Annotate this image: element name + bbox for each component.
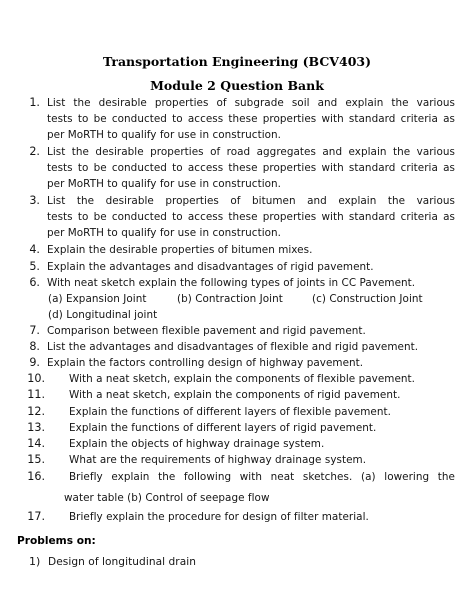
- question-text: With a neat sketch, explain the components of rigid pavement.: [69, 389, 401, 401]
- question-text: Explain the desirable properties of bitumen mixes.: [47, 244, 313, 256]
- question-number: 5.: [29, 260, 40, 273]
- question-text: Explain the objects of highway drainage system.: [69, 438, 325, 450]
- sub-item: (a) Expansion Joint: [48, 293, 147, 305]
- question-text: Comparison between flexible pavement and rigid pavement.: [47, 325, 366, 337]
- problem-text: Design of longitudinal drain: [48, 556, 197, 568]
- question-text: Explain the advantages and disadvantages of rigid pavement.: [47, 261, 374, 273]
- question-number: 4.: [29, 243, 40, 256]
- question-number: 15.: [27, 453, 45, 466]
- document-subtitle: Module 2 Question Bank: [150, 78, 324, 93]
- question-text: tests to be conducted to access these properties with standard criteria as: [47, 211, 455, 223]
- question-text: per MoRTH to qualify for use in construction.: [47, 178, 282, 190]
- question-number: 6.: [29, 276, 40, 289]
- question-number: 11.: [27, 388, 45, 401]
- problem-number: 1): [29, 555, 41, 568]
- question-text: List the desirable properties of subgrade soil and explain the various: [47, 97, 455, 109]
- question-number: 13.: [27, 421, 45, 434]
- sub-item: (c) Construction Joint: [312, 293, 423, 305]
- document-title: Transportation Engineering (BCV403): [102, 54, 372, 69]
- question-number: 10.: [27, 372, 45, 385]
- question-text: Briefly explain the following with neat sketches. (a) lowering the: [69, 471, 455, 483]
- question-number: 7.: [29, 324, 40, 337]
- question-number: 1.: [29, 96, 40, 109]
- question-text: List the desirable properties of bitumen and explain the various: [47, 195, 455, 207]
- question-number: 8.: [29, 340, 40, 353]
- question-number: 16.: [27, 470, 45, 483]
- question-number: 17.: [27, 510, 45, 523]
- question-text: With neat sketch explain the following types of joints in CC Pavement.: [47, 277, 416, 289]
- question-text: per MoRTH to qualify for use in construction.: [47, 227, 282, 239]
- question-text: Briefly explain the procedure for design of filter material.: [69, 511, 369, 523]
- question-text: With a neat sketch, explain the components of flexible pavement.: [69, 373, 416, 385]
- question-text: Explain the functions of different layers of rigid pavement.: [69, 422, 377, 434]
- question-number: 3.: [29, 194, 40, 207]
- sub-item: (b) Contraction Joint: [177, 293, 283, 305]
- question-text: tests to be conducted to access these properties with standard criteria as: [47, 162, 455, 174]
- question-number: 14.: [27, 437, 45, 450]
- question-text: water table (b) Control of seepage flow: [64, 492, 270, 504]
- question-number: 12.: [27, 405, 45, 418]
- question-text: Explain the factors controlling design of highway pavement.: [47, 357, 364, 369]
- question-text: per MoRTH to qualify for use in construction.: [47, 129, 282, 141]
- question-text: List the advantages and disadvantages of flexible and rigid pavement.: [47, 341, 419, 353]
- question-text: List the desirable properties of road aggregates and explain the various: [47, 146, 455, 158]
- question-number: 9.: [29, 356, 40, 369]
- problems-heading: Problems on:: [17, 535, 96, 547]
- question-text: tests to be conducted to access these properties with standard criteria as: [47, 113, 455, 125]
- question-number: 2.: [29, 145, 40, 158]
- question-text: Explain the functions of different layers of flexible pavement.: [69, 406, 391, 418]
- question-text: What are the requirements of highway drainage system.: [69, 454, 367, 466]
- sub-item: (d) Longitudinal joint: [48, 309, 158, 321]
